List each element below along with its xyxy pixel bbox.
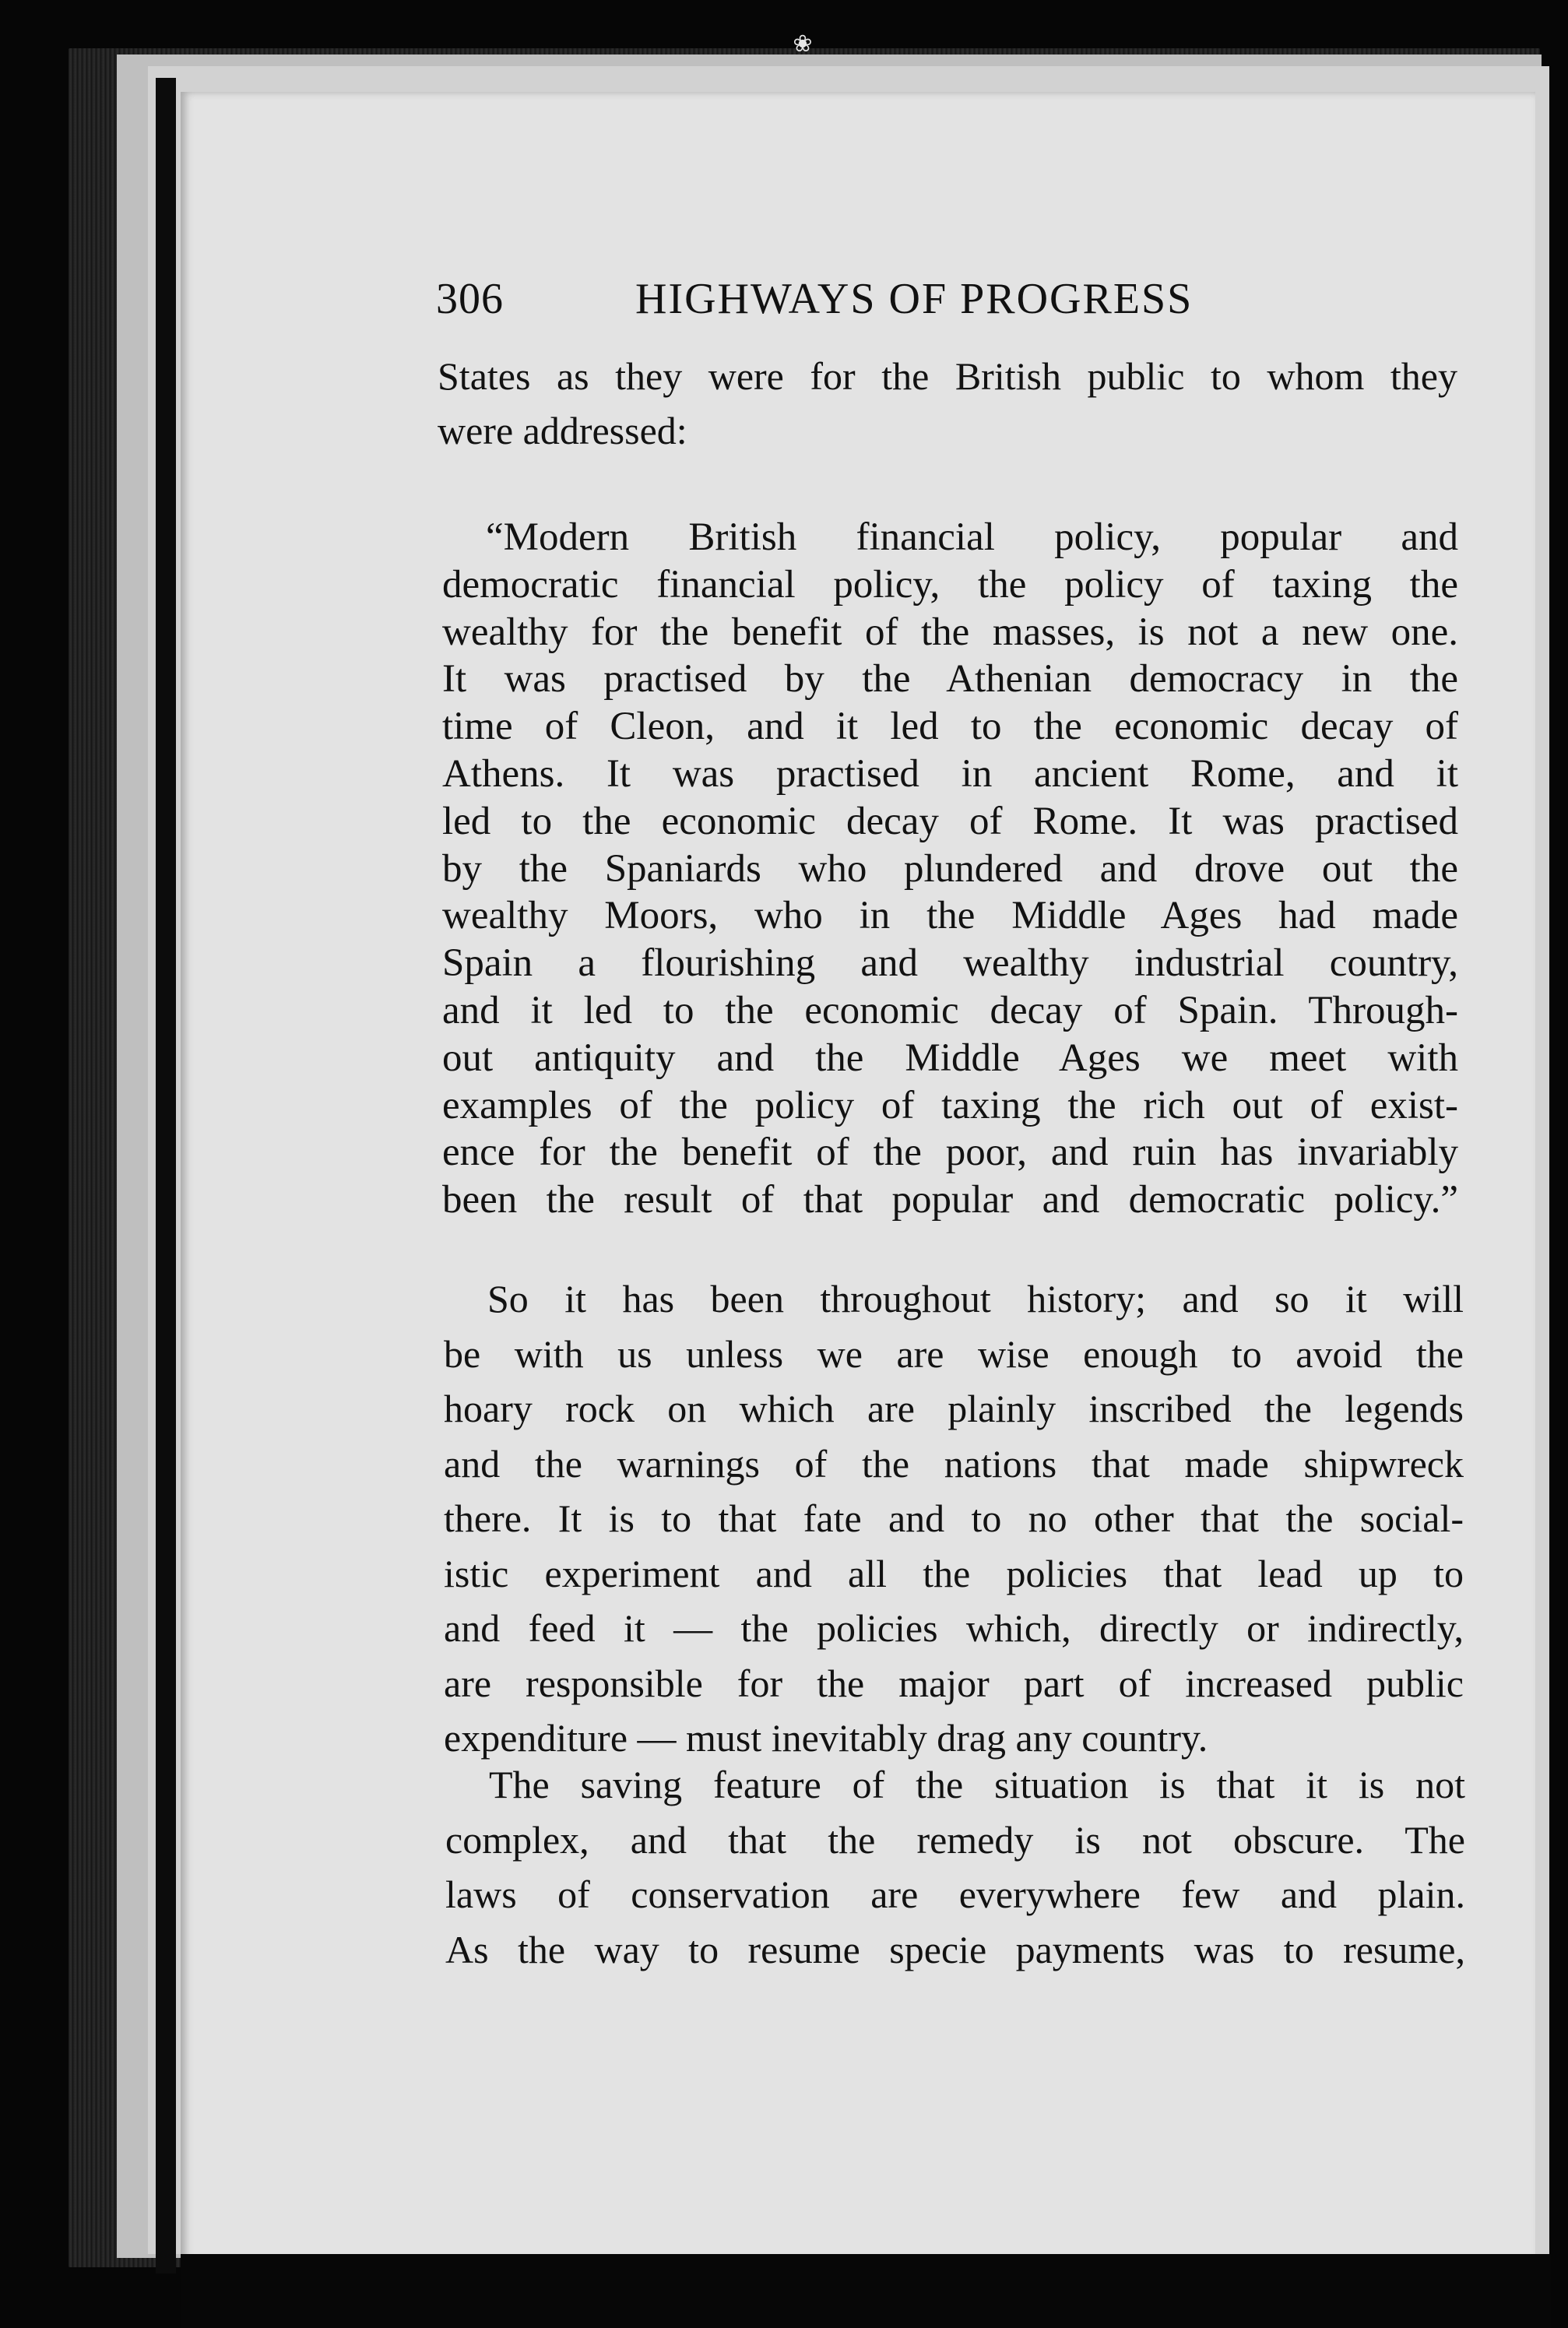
- text-line: The saving feature of the situation is that it is not: [489, 1763, 1465, 1806]
- paragraph: [445, 1757, 1465, 1977]
- lead-in-text: [438, 349, 1457, 458]
- text-line: expenditure — must inevitably drag any country.: [444, 1716, 1208, 1760]
- paragraph: [444, 1271, 1464, 1766]
- text-line: been the result of that popular and democratic policy.”: [442, 1178, 1458, 1222]
- text-line: wealthy for the benefit of the masses, is not a new one.: [442, 610, 1458, 654]
- text-line: istic experiment and all the policies that lead up to: [444, 1551, 1464, 1595]
- text-line: and it led to the economic decay of Spain. Through-: [442, 988, 1458, 1032]
- binding-shadow: [156, 78, 176, 2273]
- text-line: So it has been throughout history; and so it will: [487, 1277, 1464, 1320]
- text-line: hoary rock on which are plainly inscribed the legends: [444, 1387, 1464, 1430]
- text-line: are responsible for the major part of increased public: [444, 1661, 1464, 1705]
- text-line: Athens. It was practised in ancient Rome, and it: [442, 751, 1458, 796]
- text-line: ence for the benefit of the poor, and ruin has invariably: [442, 1131, 1458, 1175]
- text-line: by the Spaniards who plundered and drove out the: [442, 846, 1458, 891]
- page-number: 306: [436, 275, 504, 323]
- text-line: be with us unless we are wise enough to avoid the: [444, 1331, 1464, 1376]
- running-head: [436, 274, 1261, 321]
- text-line: “Modern British financial policy, popular and: [486, 515, 1458, 559]
- text-line: out antiquity and the Middle Ages we meet with: [442, 1036, 1458, 1080]
- scan-artifact-icon: ❀: [793, 31, 813, 57]
- text-line: were addressed:: [438, 409, 687, 452]
- text-line: complex, and that the remedy is not obscure. The: [445, 1817, 1465, 1862]
- book-title: HIGHWAYS OF PROGRESS: [635, 275, 1194, 323]
- text-line: wealthy Moors, who in the Middle Ages had made: [442, 894, 1458, 938]
- text-line: States as they were for the British public to whom they: [438, 354, 1457, 398]
- text-line: laws of conservation are everywhere few and plain.: [445, 1873, 1465, 1916]
- text-line: there. It is to that fate and to no other that the social-: [444, 1496, 1464, 1540]
- text-line: time of Cleon, and it led to the economic decay of: [442, 705, 1458, 749]
- text-line: examples of the policy of taxing the rich out of exist-: [442, 1083, 1458, 1127]
- bottom-shadow: [181, 2254, 1551, 2328]
- text-line: and the warnings of the nations that made shipwreck: [444, 1441, 1464, 1486]
- block-quote: [442, 514, 1458, 1224]
- text-line: led to the economic decay of Rome. It was practised: [442, 799, 1458, 843]
- text-line: Spain a flourishing and wealthy industrial country,: [442, 941, 1458, 986]
- text-line: It was practised by the Athenian democracy in the: [442, 657, 1458, 702]
- text-line: and feed it — the policies which, directly or indirectly,: [444, 1606, 1464, 1650]
- text-line: democratic financial policy, the policy of taxing the: [442, 562, 1458, 607]
- text-line: As the way to resume specie payments was to resume,: [445, 1927, 1465, 1971]
